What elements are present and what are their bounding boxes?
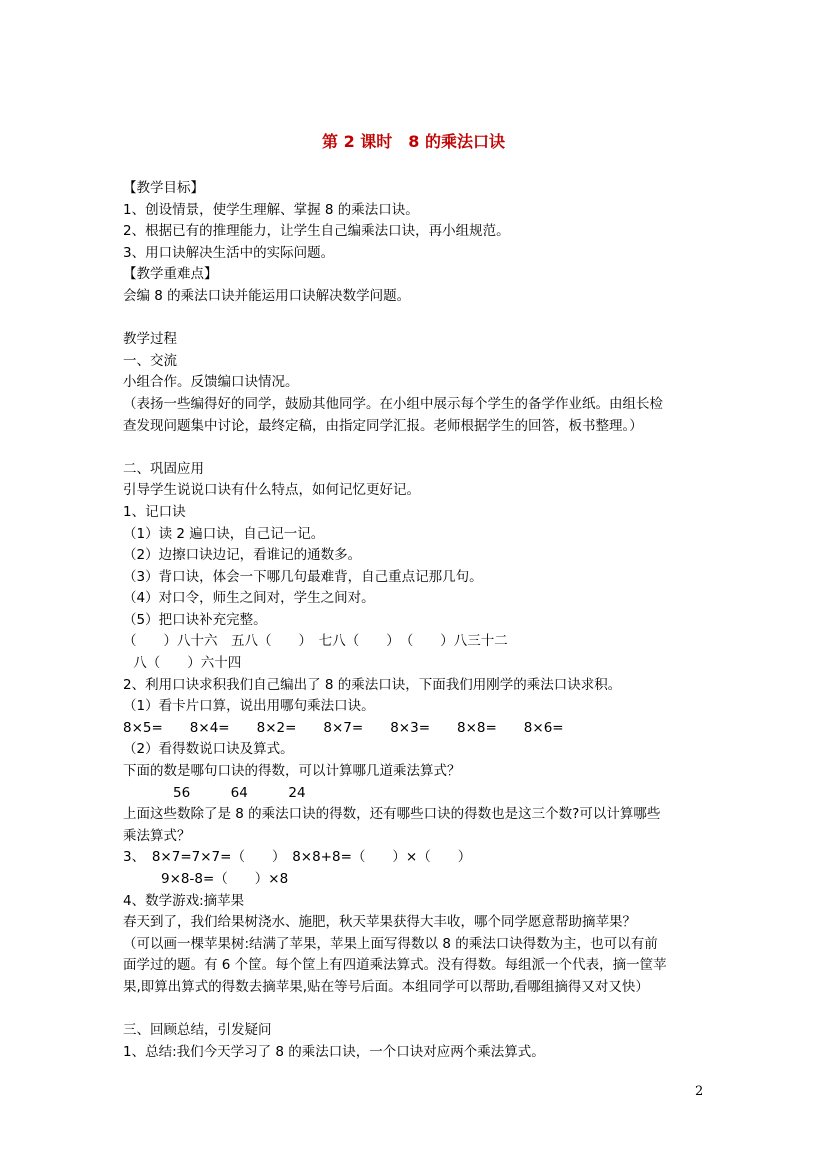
exercise-line: 3、 8×7=7×7=（ ） 8×8+8=（ ）×（ ） [123, 849, 472, 866]
exercise-line: 八（ ）六十四 [129, 655, 242, 672]
number-list: 56 64 24 [173, 784, 306, 801]
goal-item: 1、创设情景，使学生理解、掌握 8 的乘法口诀。 [123, 201, 419, 218]
lesson-body [123, 178, 713, 1063]
paragraph-line: （可以画一棵苹果树:结满了苹果，苹果上面写得数以 8 的乘法口诀得数为主，也可以有前 [123, 935, 658, 952]
item-heading: 2、利用口诀求积我们自己编出了 8 的乘法口诀，下面我们用刚学的乘法口诀求积。 [123, 676, 622, 693]
paragraph-line: 引导学生说说口诀有什么特点，如何记忆更好记。 [123, 482, 420, 499]
list-item: （1）读 2 遍口诀，自己记一记。 [123, 525, 325, 542]
blank-line [123, 437, 713, 459]
item-heading: 4、数学游戏:摘苹果 [123, 892, 245, 909]
list-item: （1）看卡片口算，说出用哪句乘法口诀。 [123, 698, 375, 715]
paragraph-line: 下面的数是哪句口诀的得数，可以计算哪几道乘法算式？ [123, 763, 461, 780]
paragraph-line: 上面这些数除了是 8 的乘法口诀的得数，还有哪些口诀的得数也是这三个数?可以计算哪些 [123, 806, 661, 823]
paragraph-line: 小组合作。反馈编口诀情况。 [123, 374, 299, 391]
goal-item: 2、根据已有的推理能力，让学生自己编乘法口诀，再小组规范。 [123, 223, 510, 240]
item-heading: 1、记口诀 [123, 503, 186, 520]
exercise-line: 8×5= 8×4= 8×2= 8×7= 8×3= 8×8= 8×6= [123, 719, 564, 736]
subsection-heading: 一、交流 [123, 352, 177, 369]
lesson-title: 第 2 课时 8 的乘法口诀 [322, 132, 505, 151]
exercise-line: （ ）八十六 五八（ ） 七八（ ） （ ）八三十二 [123, 633, 508, 650]
list-item: （4）对口令，师生之间对，学生之间对。 [123, 590, 375, 607]
paragraph-line: 乘法算式？ [123, 827, 191, 844]
subsection-heading: 二、巩固应用 [123, 460, 204, 477]
section-heading-process: 教学过程 [123, 331, 177, 348]
list-item: （3）背口诀，体会一下哪几句最难背，自己重点记那几句。 [123, 568, 483, 585]
paragraph-line: 春天到了，我们给果树浇水、施肥，秋天苹果获得大丰收，哪个同学愿意帮助摘苹果？ [123, 914, 636, 931]
paragraph-line: 果,即算出算式的得数去摘苹果,贴在等号后面。本组同学可以帮助,看哪组摘得又对又快） [123, 978, 649, 995]
subsection-heading: 三、回顾总结，引发疑问 [123, 1022, 272, 1039]
paragraph-line: （表扬一些编得好的同学，鼓励其他同学。在小组中展示每个学生的备学作业纸。由组长检 [123, 395, 663, 412]
list-item: （2）看得数说口诀及算式。 [123, 741, 294, 758]
section-heading-goals: 【教学目标】 [123, 180, 204, 196]
section-heading-focus: 【教学重难点】 [123, 266, 218, 283]
list-item: （2）边擦口诀边记，看谁记的通数多。 [123, 547, 362, 564]
exercise-line: 9×8-8=（ ）×8 [161, 871, 289, 887]
paragraph-line: 面学过的题。有 6 个筐。每个筐上有四道乘法算式。没有得数。每组派一个代表，摘一筐苹 [123, 957, 667, 974]
goal-item: 3、用口诀解决生活中的实际问题。 [123, 244, 335, 261]
paragraph-line: 查发现问题集中讨论，最终定稿，由指定同学汇报。老师根据学生的回答，板书整理。） [123, 417, 643, 434]
blank-line [123, 999, 713, 1021]
paragraph-line: 1、总结:我们今天学习了 8 的乘法口诀，一个口诀对应两个乘法算式。 [123, 1043, 545, 1060]
focus-text: 会编 8 的乘法口诀并能运用口诀解决数学问题。 [123, 287, 411, 304]
blank-line [123, 308, 713, 330]
page-number: 2 [695, 1084, 704, 1099]
list-item: （5）把口诀补充完整。 [123, 611, 267, 628]
